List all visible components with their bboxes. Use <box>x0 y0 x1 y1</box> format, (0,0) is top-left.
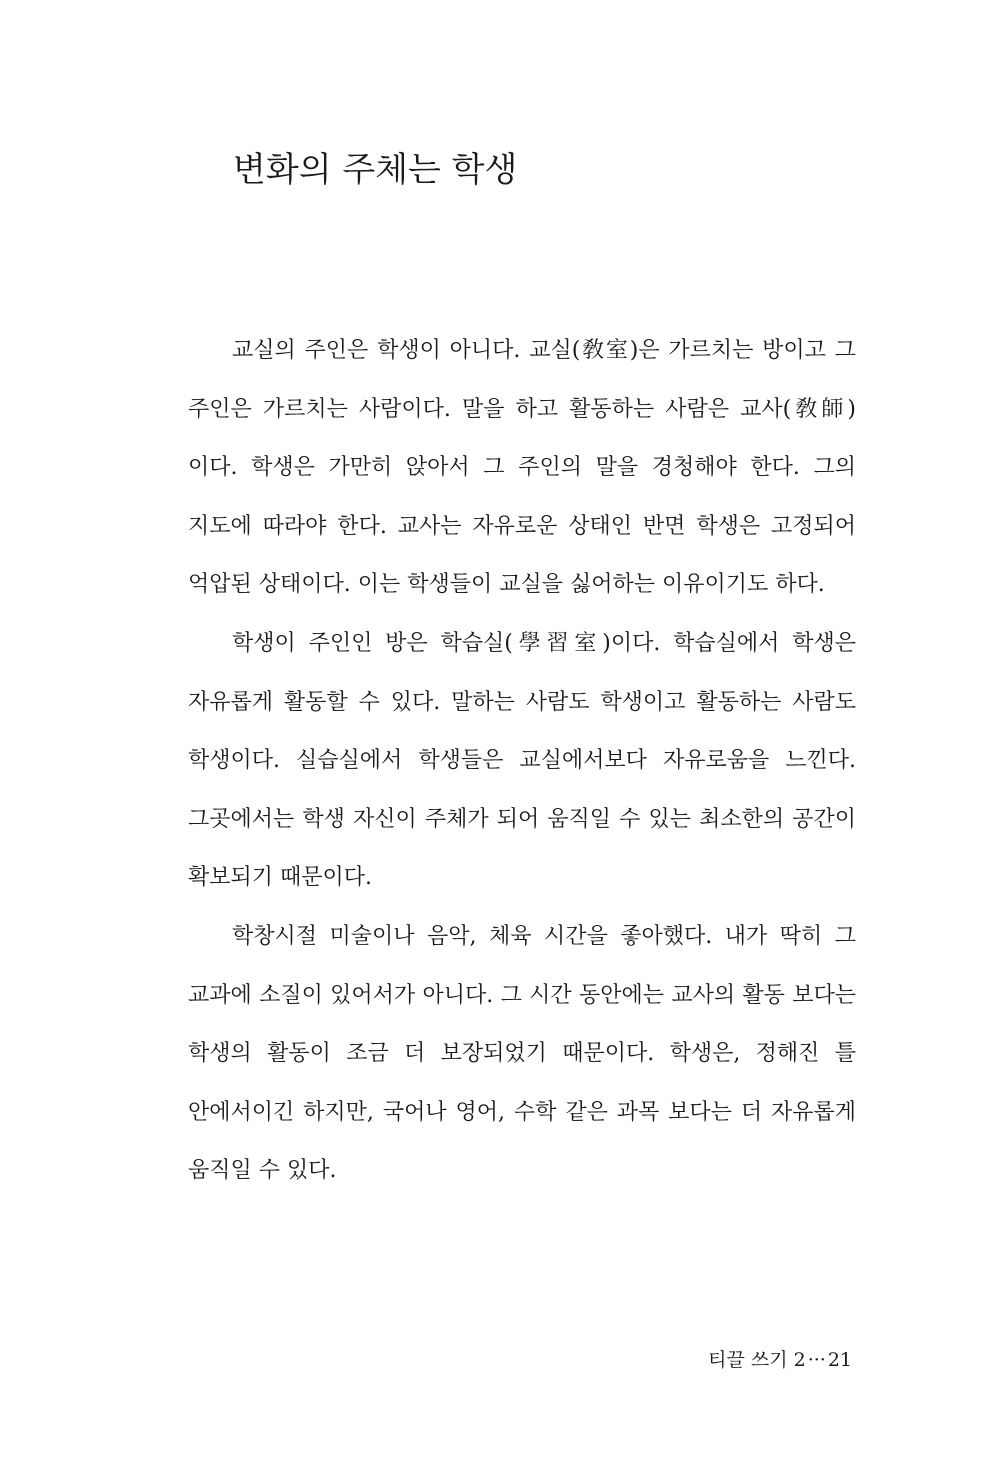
paragraph-2: 학생이 주인인 방은 학습실(學習室)이다. 학습실에서 학생은 자유롭게 활동할 수 있다. 말하는 사람도 학생이고 활동하는 사람도 학생이다. 실습실에서 학생들은 교실에서보다 자유로움을 느낀다. 그곳에서는 학생 자신이 주체가 되어 움직일 수 있는 최소한의 공간이 확보되기 때문이다. <box>188 630 856 891</box>
paragraph-1: 교실의 주인은 학생이 아니다. 교실(敎室)은 가르치는 방이고 그 주인은 가르치는 사람이다. 말을 하고 활동하는 사람은 교사(敎師)이다. 학생은 가만히 앉아서 그 주인의 말을 경청해야 한다. 그의 지도에 따라야 한다. 교사는 자유로운 상태인 반면 학생은 고정되어 억압된 상태이다. 이는 학생들이 교실을 싫어하는 이유이기도 하다. <box>188 338 856 598</box>
body-text <box>188 322 856 1201</box>
page-number: 21 <box>827 1349 852 1371</box>
footer-book-title: 티끌 쓰기 2 <box>708 1349 806 1371</box>
chapter-title: 변화의 주체는 학생 <box>233 150 518 190</box>
page-footer <box>708 1346 852 1374</box>
footer-separator: ··· <box>807 1349 826 1371</box>
paragraph-3: 학창시절 미술이나 음악, 체육 시간을 좋아했다. 내가 딱히 그 교과에 소질이 있어서가 아니다. 그 시간 동안에는 교사의 활동 보다는 학생의 활동이 조금 더 보장되었기 때문이다. 학생은, 정해진 틀 안에서이긴 하지만, 국어나 영어, 수학 같은 과목 보다는 더 자유롭게 움직일 수 있다. <box>188 923 856 1184</box>
